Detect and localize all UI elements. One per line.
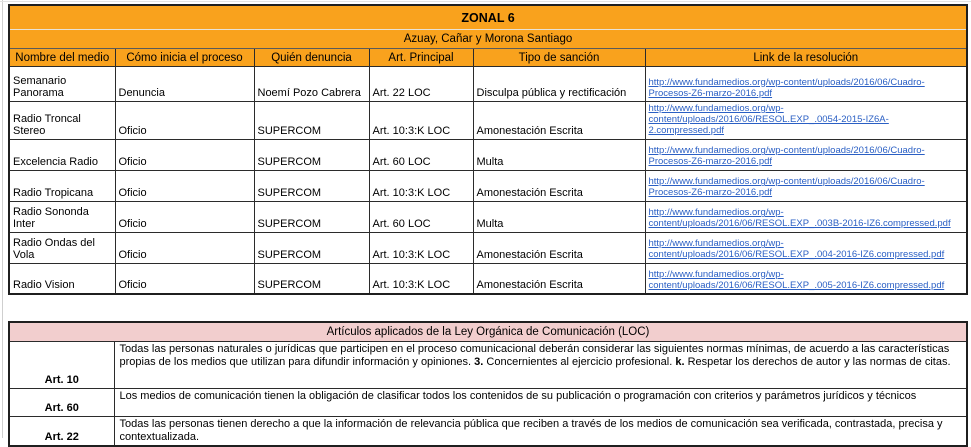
resolution-link[interactable]: http://www.fundamedios.org/wp-content/uploads/2016/06/RESOL.EXP_.004-2016-IZ6.compressed.pdf xyxy=(648,238,945,261)
zonal-title-row xyxy=(9,5,967,30)
loc-articles-table xyxy=(8,321,968,447)
cell-link xyxy=(645,170,967,201)
cell-articulo-text: Todas las personas tienen derecho a que la información de relevancia pública que reciben a través de los medios de comunicación sea verificada, contrastada, precisa y contextualizada. xyxy=(114,417,967,446)
loc-title: Artículos aplicados de la Ley Orgánica de Comunicación (LOC) xyxy=(9,322,967,342)
zonal-title: ZONAL 6 xyxy=(9,5,967,30)
cell-denunciante: SUPERCOM xyxy=(254,201,369,232)
cell-sancion: Amonestación Escrita xyxy=(473,102,645,140)
cell-articulo: Art. 10:3:K LOC xyxy=(369,232,473,263)
cell-articulo-label: Art. 10 xyxy=(9,342,114,389)
article-text-part: Respetar los derechos de autor y las normas de citas. xyxy=(684,356,951,369)
article-text-part: Concernientes al ejercicio profesional. xyxy=(483,356,676,369)
cell-sancion: Disculpa pública y rectificación xyxy=(473,67,645,102)
cell-inicio: Oficio xyxy=(115,263,254,294)
cell-inicio: Oficio xyxy=(115,201,254,232)
article-text-bold: 3. xyxy=(474,356,484,369)
resolution-link[interactable]: http://www.fundamedios.org/wp-content/uploads/2016/06/RESOL.EXP_.005-2016-IZ6.compressed.pdf xyxy=(648,268,945,291)
table-row xyxy=(9,389,967,417)
cell-denunciante: SUPERCOM xyxy=(254,139,369,170)
cell-articulo-text: Los medios de comunicación tienen la obligación de clasificar todos los contenidos de su publicación o programación con criterios y parámetros jurídicos y técnicos xyxy=(114,389,967,417)
resolution-link[interactable]: http://www.fundamedios.org/wp-content/uploads/2016/06/Cuadro-Procesos-Z6-marzo-2016.pdf xyxy=(648,76,925,99)
table-row xyxy=(9,263,967,294)
cell-inicio: Oficio xyxy=(115,102,254,140)
resolution-link[interactable]: http://www.fundamedios.org/wp-content/uploads/2016/06/RESOL.EXP_.003B-2016-IZ6.compressed.pdf xyxy=(648,207,951,230)
cell-articulo-label: Art. 22 xyxy=(9,417,114,446)
cell-articulo-label: Art. 60 xyxy=(9,389,114,417)
document-sheet xyxy=(8,4,966,447)
cell-link xyxy=(645,263,967,294)
col-header-inicio: Cómo inicia el proceso xyxy=(115,49,254,67)
loc-title-row xyxy=(9,322,967,342)
col-header-link: Link de la resolución xyxy=(645,49,967,67)
cell-medio: Radio Ondas del Vola xyxy=(9,232,115,263)
cell-inicio: Oficio xyxy=(115,232,254,263)
cell-medio: Excelencia Radio xyxy=(9,139,115,170)
cell-medio: Semanario Panorama xyxy=(9,67,115,102)
cell-articulo: Art. 60 LOC xyxy=(369,139,473,170)
cell-denunciante: SUPERCOM xyxy=(254,232,369,263)
article-text-bold: k. xyxy=(675,356,685,369)
resolution-link[interactable]: http://www.fundamedios.org/wp-content/uploads/2016/06/RESOL.EXP_.0054-2015-IZ6A-2.compressed.pdf xyxy=(648,103,889,137)
cell-denunciante: SUPERCOM xyxy=(254,170,369,201)
cell-sancion: Multa xyxy=(473,139,645,170)
cell-medio: Radio Tropicana xyxy=(9,170,115,201)
cell-articulo: Art. 10:3:K LOC xyxy=(369,170,473,201)
article-text-part: Todas las personas naturales o jurídicas que participen en el proceso comunicacional deberán considerar las siguientes normas mínimas, de acuerdo a las características propias de los medios que utilizan para difundir información y opiniones. xyxy=(119,343,950,369)
tables-gap xyxy=(8,295,966,321)
cell-articulo: Art. 60 LOC xyxy=(369,201,473,232)
cell-denunciante: SUPERCOM xyxy=(254,102,369,140)
table-row xyxy=(9,342,967,389)
col-header-denunciante: Quién denuncia xyxy=(254,49,369,67)
cell-sancion: Amonestación Escrita xyxy=(473,232,645,263)
table-row xyxy=(9,67,967,102)
cell-medio: Radio Troncal Stereo xyxy=(9,102,115,140)
cell-denunciante: Noemí Pozo Cabrera xyxy=(254,67,369,102)
zonal-subtitle-row xyxy=(9,30,967,49)
page-top-rule xyxy=(0,1,971,2)
resolution-link[interactable]: http://www.fundamedios.org/wp-content/uploads/2016/06/Cuadro-Procesos-Z6-marzo-2016.pdf xyxy=(648,145,925,168)
zonal-subtitle: Azuay, Cañar y Morona Santiago xyxy=(9,30,967,49)
cell-sancion: Multa xyxy=(473,201,645,232)
cell-inicio: Oficio xyxy=(115,170,254,201)
cell-denunciante: SUPERCOM xyxy=(254,263,369,294)
cell-link xyxy=(645,67,967,102)
cell-medio: Radio Sononda Inter xyxy=(9,201,115,232)
resolution-link[interactable]: http://www.fundamedios.org/wp-content/uploads/2016/06/Cuadro-Procesos-Z6-marzo-2016.pdf xyxy=(648,176,925,199)
cell-link xyxy=(645,201,967,232)
col-header-articulo: Art. Principal xyxy=(369,49,473,67)
zonal-header-row xyxy=(9,49,967,67)
cell-medio: Radio Vision xyxy=(9,263,115,294)
col-header-medio: Nombre del medio xyxy=(9,49,115,67)
table-row xyxy=(9,102,967,140)
zonal6-table xyxy=(8,4,968,295)
cell-link xyxy=(645,102,967,140)
cell-articulo: Art. 10:3:K LOC xyxy=(369,102,473,140)
table-row xyxy=(9,232,967,263)
cell-inicio: Oficio xyxy=(115,139,254,170)
cell-articulo: Art. 22 LOC xyxy=(369,67,473,102)
table-row xyxy=(9,170,967,201)
table-row xyxy=(9,139,967,170)
col-header-sancion: Tipo de sanción xyxy=(473,49,645,67)
cell-articulo-text xyxy=(114,342,967,389)
page-left-rule xyxy=(2,0,3,438)
cell-articulo: Art. 10:3:K LOC xyxy=(369,263,473,294)
cell-inicio: Denuncia xyxy=(115,67,254,102)
table-row xyxy=(9,417,967,446)
cell-link xyxy=(645,232,967,263)
cell-link xyxy=(645,139,967,170)
cell-sancion: Amonestación Escrita xyxy=(473,170,645,201)
cell-sancion: Amonestación Escrita xyxy=(473,263,645,294)
table-row xyxy=(9,201,967,232)
